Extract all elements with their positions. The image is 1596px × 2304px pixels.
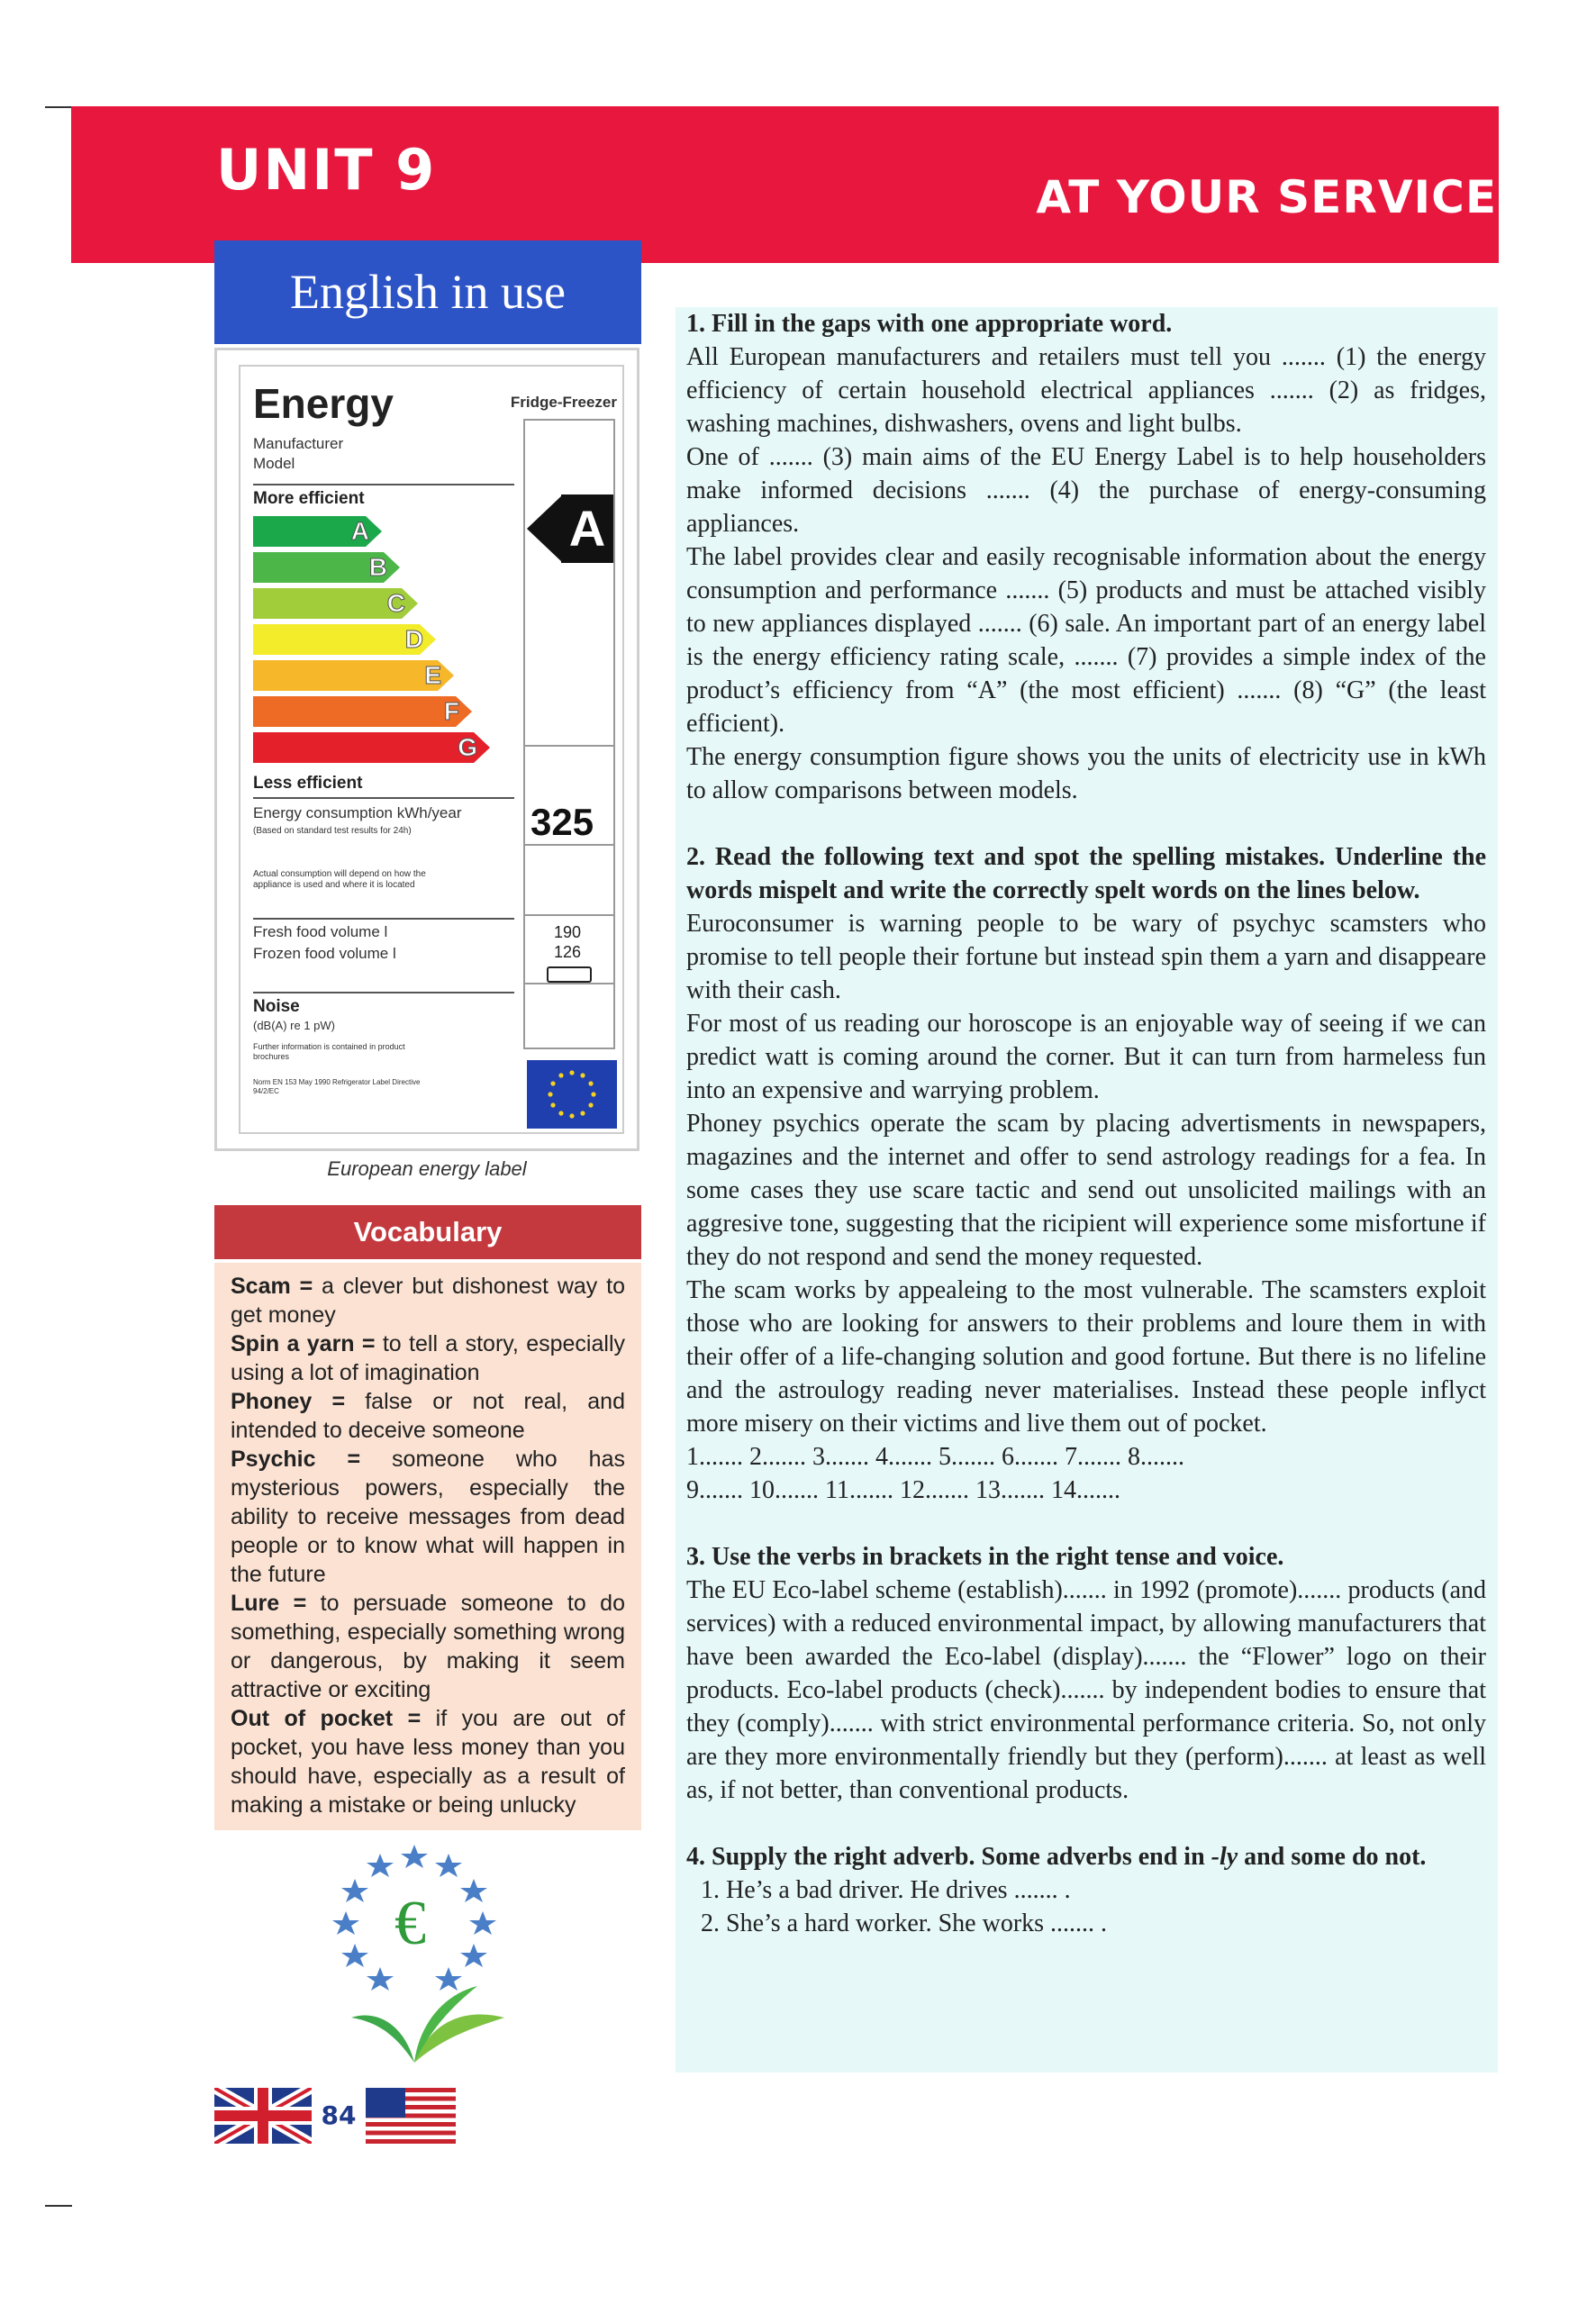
frozen-food-label: Frozen food volume l [253,945,396,962]
further-information: Further information is contained in product brochures [253,1042,405,1061]
vocab-entry: Out of pocket = if you are out of pocket, you have less money than you should have, especially as a result of making a mistake or being unlucky [231,1706,625,1818]
vocab-entry: Phoney = false or not real, and intended to deceive someone [231,1389,625,1443]
exercise-4-item: 1. He’s a bad driver. He drives ....... . [701,1876,1071,1904]
energy-label-type: Fridge-Freezer [510,394,617,411]
exercise-1-paragraph: All European manufacturers and retailers must tell you ....... (1) the energy efficiency of certain household electrical appliances ....... (2) as fridges, washing machines, dishwashers, ovens and light bulbs. [686,343,1486,438]
answer-lines: 1....... 2....... 3....... 4....... 5....... 6....... 7....... 8....... [686,1443,1184,1471]
svg-text:€: € [394,1889,426,1958]
image-caption: European energy label [327,1157,527,1180]
bar-a: A [253,516,366,547]
vocab-entry: Psychic = someone who has mysterious powers, especially the ability to receive messages from dead people or to know what will happen in the future [231,1447,625,1587]
uk-flag-icon [214,2088,312,2144]
exercise-2-paragraph: The scam works by appealeing to the most vulnerable. The scamsters exploit those who are looking for answers to their problems and loure them in with their offer of a life-changing solution and good fortune. But there is no lifeline and the astroulogy reading never materialises. Instead these people inflyct more misery on their victims and live them out of pocket. [686,1276,1486,1438]
less-efficient-label: Less efficient [253,774,363,793]
us-flag-icon [366,2088,456,2144]
vocabulary-heading: Vocabulary [214,1205,641,1259]
exercise-1-paragraph: One of ....... (3) main aims of the EU Energy Label is to help householders make informed decisions ....... (4) the purchase of energy-consuming appliances. [686,443,1486,538]
page-number: 84 [321,2100,357,2130]
rating-arrow [527,494,563,563]
consumption-value: 325 [530,801,594,843]
bar-g: G [253,732,474,763]
star-rating-icon [547,966,592,983]
vocab-entry: Lure = to persuade someone to do something, especially something wrong or dangerous, by making it seem attractive or exciting [231,1591,625,1702]
noise-label: Noise [253,997,300,1016]
exercise-4-item: 2. She’s a hard worker. She works ....... . [701,1909,1108,1937]
exercise-3-paragraph: The EU Eco-label scheme (establish)....... in 1992 (promote)....... products (and services) with a reduced environmental impact, by allowing manufacturers that have been awarded the Eco-label (display)....... the “Flower” logo on their products. Eco-label products (check)....... by independent bodies to ensure that they (comply)....... with strict environmental performance criteria. So, not only are they more environmentally friendly but they (perform)....... at least as well as, if not better, than conventional products. [686,1576,1486,1804]
more-efficient-label: More efficient [253,489,365,508]
exercise-2-paragraph: For most of us reading our horoscope is an enjoyable way of seeing if we can predict watt is coming around the corner. But it can turn from harmeless fun into an expensive and warrying problem. [686,1010,1486,1104]
energy-label-model: Model [253,455,295,472]
exercise-2-paragraph: Phoney psychics operate the scam by placing advertisments in newspapers, magazines and the internet and offer to send astrology readings for a fea. In some cases they use scare tactic and send out unsolicited mailings with an aggresive tone, suggesting that the ricipient will experience some misfortune if they do not respond and send the money requested. [686,1110,1486,1271]
energy-rating: A [561,494,613,563]
bar-b: B [253,552,384,583]
bar-f: F [253,696,456,727]
exercise-2-heading: 2. Read the following text and spot the spelling mistakes. Underline the words mispelt and write the correctly spelt words on the lines below. [686,843,1486,904]
exercise-2-paragraph: Euroconsumer is warning people to be wary of psychyc scamsters who promise to tell people their fortune but instead spin them a yarn and disappeare with their cash. [686,910,1486,1004]
energy-label-title: Energy [253,380,394,427]
exercise-1-heading: 1. Fill in the gaps with one appropriate word. [686,310,1173,338]
consumption-label: Energy consumption kWh/year [253,804,462,821]
frozen-food-value: 126 [554,943,582,961]
bar-d: D [253,624,420,655]
exercise-text [686,307,1486,1940]
label-norm: Norm EN 153 May 1990 Refrigerator Label Directive 94/2/EC [253,1078,421,1095]
fresh-food-value: 190 [554,923,582,941]
eu-ecolabel-flower-icon [297,1837,531,2072]
sidebar-title: English in use [214,240,641,344]
vocabulary-box [214,1263,641,1830]
section-title: AT YOUR SERVICE [1036,171,1497,223]
actual-consumption-note: Actual consumption will depend on how the appliance is used and where it is located [253,869,426,890]
eu-flag-icon [527,1060,617,1129]
exercise-3-heading: 3. Use the verbs in brackets in the right tense and voice. [686,1543,1284,1571]
exercise-4-heading: 4. Supply the right adverb. Some adverbs end in -ly and some do not. [686,1843,1427,1871]
crop-mark-bottom [45,2205,72,2207]
page-number-bar [214,2088,458,2144]
crop-mark-top [45,106,72,108]
noise-unit: (dB(A) re 1 pW) [253,1019,336,1032]
energy-label-image [214,348,639,1151]
answer-lines: 9....... 10....... 11....... 12....... 13....... 14....... [686,1476,1120,1504]
bar-e: E [253,660,438,691]
vocab-entry: Scam = a clever but dishonest way to get money [231,1274,625,1328]
consumption-note: (Based on standard test results for 24h) [253,826,412,836]
vocab-entry: Spin a yarn = to tell a story, especially using a lot of imagination [231,1331,626,1385]
energy-label-manufacturer: Manufacturer [253,435,344,452]
exercise-1-paragraph: The label provides clear and easily recognisable information about the energy consumption and performance ....... (5) products and must be attached visibly to new appliances displayed ....... (6) sale. An important part of an energy label is the energy efficiency rating scale, ....... (7) provides a simple index of the product’s efficiency from “A” (the most efficient) ....... (8) “G” (the least efficient). [686,543,1486,738]
exercise-1-paragraph: The energy consumption figure shows you the units of electricity use in kWh to allow comparisons between models. [686,743,1486,804]
bar-c: C [253,588,402,619]
fresh-food-label: Fresh food volume l [253,923,388,940]
unit-title: UNIT 9 [216,137,437,203]
